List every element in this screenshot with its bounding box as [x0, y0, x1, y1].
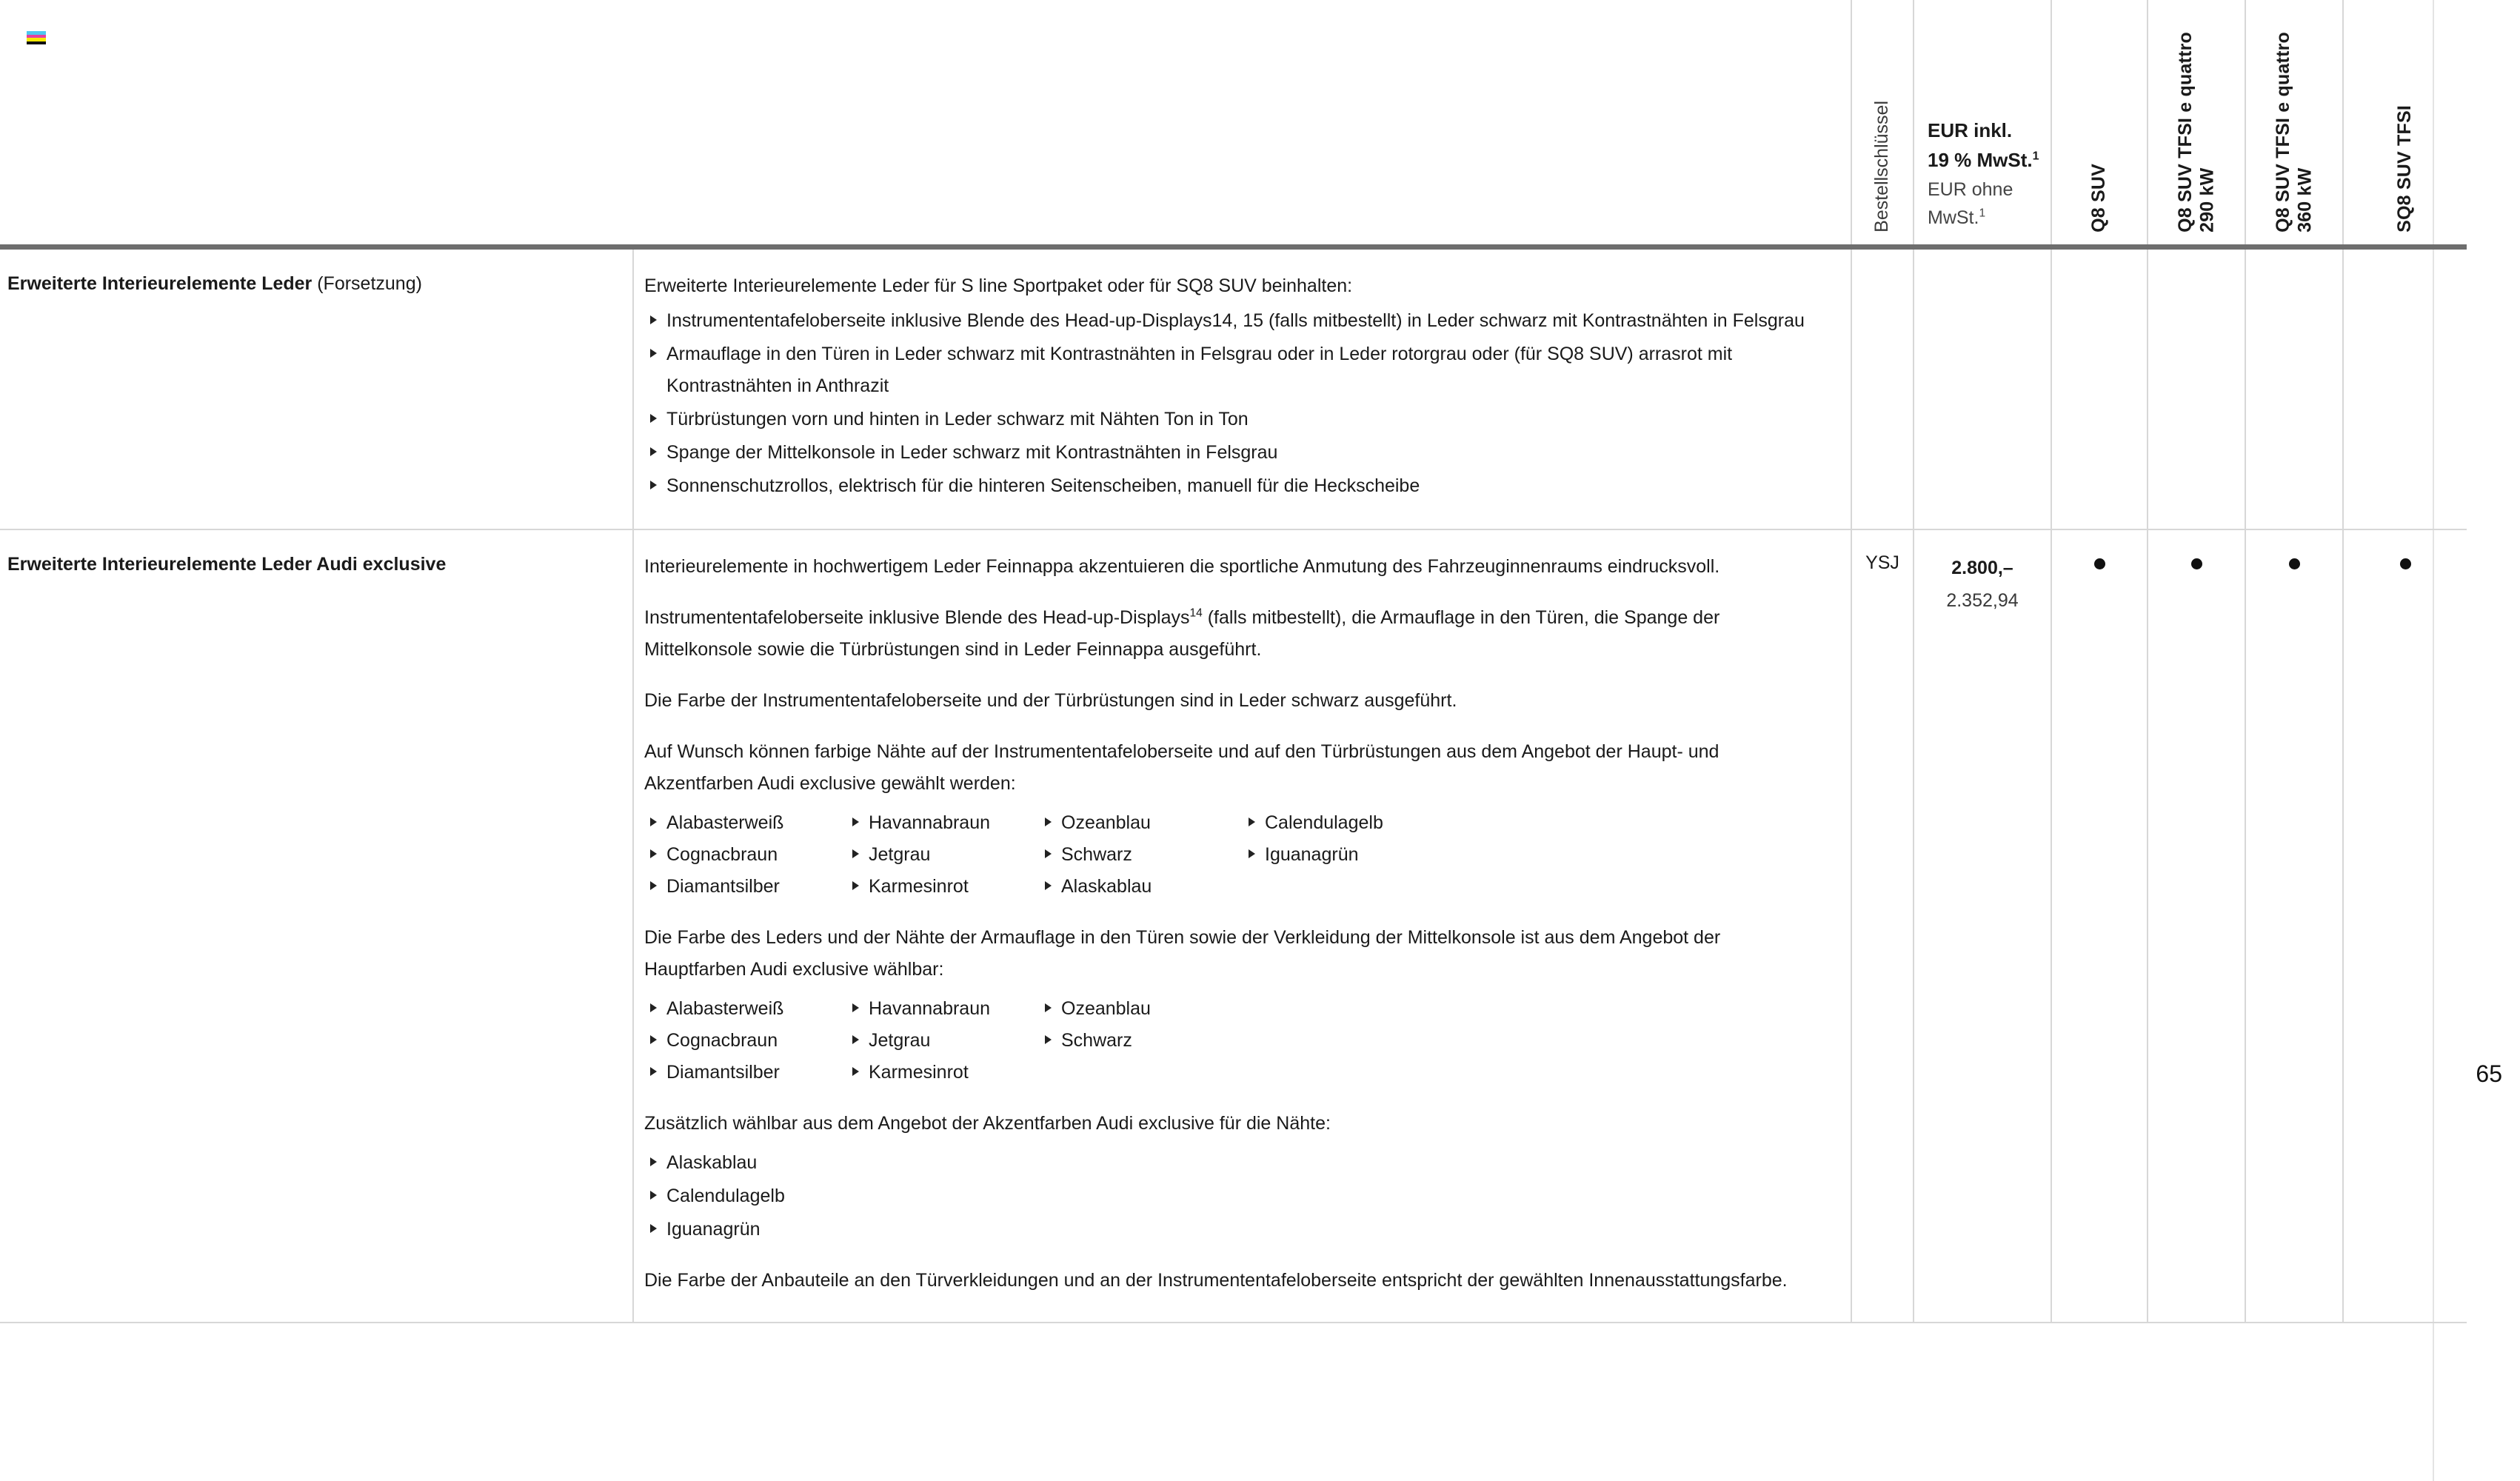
bullet-text: Spange der Mittelkonsole in Leder schwarz mit Kontrastnähten in Felsgrau — [666, 442, 1278, 463]
header-model-sq8-suv-tfsi — [2343, 0, 2467, 244]
color-option: Iguanagrün — [1243, 839, 1554, 871]
availability-sq8-suv-tfsi — [2343, 529, 2467, 1323]
price-net: 2.352,94 — [1946, 589, 2019, 611]
price-cell — [1914, 529, 2051, 1323]
color-option-empty — [1039, 1057, 1350, 1089]
color-option: Diamantsilber — [644, 1057, 846, 1089]
color-option: Ozeanblau — [1039, 807, 1243, 839]
description-bullet-list — [644, 305, 1817, 502]
bullet-text: Türbrüstungen vorn und hinten in Leder schwarz mit Nähten Ton in Ton — [666, 409, 1249, 429]
table-row — [0, 250, 2467, 529]
color-option: Alaskablau — [1039, 871, 1243, 903]
equipment-name-cell — [0, 250, 633, 529]
header-rule-bar — [0, 244, 2467, 250]
list-item — [644, 1214, 1817, 1246]
header-model-q8-suv-label: Q8 SUV — [2088, 164, 2110, 233]
description-paragraph: Die Farbe des Leders und der Nähte der Armauflage in den Türen sowie der Verkleidung der Mittelkonsole ist aus dem Angebot der Hauptfarben Audi exclusive wählbar: — [644, 927, 1721, 980]
list-item — [644, 1180, 1817, 1212]
header-price-labels — [1914, 116, 2051, 244]
availability-q8-suv-tfsie-290 — [2148, 250, 2245, 529]
list-item — [644, 338, 1817, 402]
description-paragraph: Auf Wunsch können farbige Nähte auf der Instrumententafeloberseite und auf den Türbrüstungen aus dem Angebot der Haupt- und Akzentfarben Audi exclusive gewählt werden: — [644, 741, 1719, 794]
footnote-ref-price-excl: 1 — [1979, 207, 1986, 220]
header-bottom-rule — [0, 244, 2467, 250]
availability-dot-icon — [2289, 558, 2300, 569]
header-model-q8-suv-tfsie-290 — [2148, 0, 2245, 244]
table-row — [0, 529, 2467, 1323]
header-model-sq8-suv-tfsi-label: SQ8 SUV TFSI — [2394, 105, 2416, 233]
list-item — [644, 470, 1817, 502]
accent-color-bullet-list — [644, 1147, 1817, 1246]
color-option: Havannabraun — [846, 993, 1039, 1025]
availability-dot-icon — [2094, 558, 2105, 569]
page-number: 65 — [2476, 1060, 2502, 1087]
availability-q8-suv — [2051, 529, 2148, 1323]
list-item — [644, 305, 1817, 337]
description-lead: Erweiterte Interieurelemente Leder für S line Sportpaket oder für SQ8 SUV beinhalten: — [644, 275, 1353, 296]
paragraph-text-post: (falls mitbestellt), die Armauflage in den Türen, die Spange der Mittelkonsole sowie die Türbrüstungen sind in Leder Feinnappa ausgeführt. — [644, 607, 1720, 660]
description-paragraph: Zusätzlich wählbar aus dem Angebot der Akzentfarben Audi exclusive für die Nähte: — [644, 1113, 1331, 1134]
header-model-q8-suv — [2051, 0, 2148, 244]
header-order-key-label: Bestellschlüssel — [1871, 101, 1893, 233]
color-option: Havannabraun — [846, 807, 1039, 839]
footnote-ref-14: 14 — [1189, 606, 1203, 620]
color-option: Calendulagelb — [666, 1186, 785, 1206]
header-price-incl-line1: EUR inkl. — [1928, 118, 2013, 141]
availability-sq8-suv-tfsi — [2343, 250, 2467, 529]
header-price — [1914, 0, 2051, 244]
list-item — [644, 1147, 1817, 1179]
description-paragraph: Die Farbe der Anbauteile an den Türverkleidungen und an der Instrumententafeloberseite entspricht der gewählten Innenausstattungsfarbe. — [644, 1270, 1788, 1291]
color-option: Jetgrau — [846, 839, 1039, 871]
color-option: Cognacbraun — [644, 1025, 846, 1057]
header-price-excl-line2: MwSt.$^1$ — [1928, 207, 1986, 229]
header-order-key — [1851, 0, 1914, 244]
header-price-incl-line2: 19 % MwSt.$^1$ — [1928, 149, 2039, 172]
equipment-name-bold: Erweiterte Interieurelemente Leder Audi exclusive — [7, 554, 447, 575]
header-model-q8-suv-tfsie-360-label: Q8 SUV TFSI e quattro 360 kW — [2272, 32, 2315, 233]
color-option: Alabasterweiß — [644, 807, 846, 839]
header-model-q8-suv-tfsie-360 — [2245, 0, 2343, 244]
footnote-ref-price-incl: 1 — [2032, 149, 2039, 163]
color-option-grid-accent-and-main — [644, 807, 1817, 903]
color-option-grid-main — [644, 993, 1817, 1089]
color-option: Schwarz — [1039, 1025, 1350, 1057]
equipment-description-cell — [633, 529, 1851, 1323]
color-option: Iguanagrün — [666, 1219, 761, 1240]
availability-dot-icon — [2191, 558, 2202, 569]
bullet-text: Sonnenschutzrollos, elektrisch für die hinteren Seitenscheiben, manuell für die Heckscheibe — [666, 475, 1420, 496]
header-equipment-name — [0, 0, 633, 244]
color-option: Karmesinrot — [846, 871, 1039, 903]
equipment-description-cell — [633, 250, 1851, 529]
header-model-q8-suv-tfsie-290-label: Q8 SUV TFSI e quattro 290 kW — [2174, 32, 2217, 233]
order-key-cell: YSJ — [1851, 529, 1914, 1323]
availability-q8-suv-tfsie-360 — [2245, 529, 2343, 1323]
color-option: Cognacbraun — [644, 839, 846, 871]
header-price-excl-line1: EUR ohne — [1928, 178, 2013, 200]
price-cell — [1914, 250, 2051, 529]
table-body — [0, 250, 2467, 1323]
availability-q8-suv-tfsie-290 — [2148, 529, 2245, 1323]
color-option: Alabasterweiß — [644, 993, 846, 1025]
color-option: Karmesinrot — [846, 1057, 1039, 1089]
availability-q8-suv-tfsie-360 — [2245, 250, 2343, 529]
availability-q8-suv — [2051, 250, 2148, 529]
color-option: Schwarz — [1039, 839, 1243, 871]
color-option: Calendulagelb — [1243, 807, 1554, 839]
paragraph-text-pre: Instrumententafeloberseite inklusive Blende des Head-up-Displays — [644, 607, 1190, 628]
equipment-name-cell — [0, 529, 633, 1323]
table-header — [0, 0, 2467, 250]
color-option: Alaskablau — [666, 1152, 758, 1173]
equipment-name-bold: Erweiterte Interieurelemente Leder — [7, 273, 313, 294]
price-gross: 2.800,– — [1951, 558, 2013, 578]
bullet-text: Armauflage in den Türen in Leder schwarz mit Kontrastnähten in Felsgrau oder in Leder rotorgrau oder (für SQ8 SUV) arrasrot mit Kontrastnähten in Anthrazit — [666, 344, 1733, 396]
header-description — [633, 0, 1851, 244]
availability-dot-icon — [2400, 558, 2411, 569]
list-item — [644, 404, 1817, 435]
description-paragraph — [644, 602, 1817, 666]
order-key-cell — [1851, 250, 1914, 529]
color-option-empty — [1243, 871, 1554, 903]
equipment-name-suffix: (Forsetzung) — [312, 273, 422, 294]
bullet-text: Instrumententafeloberseite inklusive Blende des Head-up-Displays14, 15 (falls mitbestellt) in Leder schwarz mit Kontrastnähten in Felsgrau — [666, 310, 1805, 331]
list-item — [644, 437, 1817, 469]
description-paragraph: Interieurelemente in hochwertigem Leder Feinnappa akzentuieren die sportliche Anmutung des Fahrzeuginnenraums eindrucksvoll. — [644, 556, 1720, 577]
color-option: Jetgrau — [846, 1025, 1039, 1057]
description-paragraph: Die Farbe der Instrumententafeloberseite und der Türbrüstungen sind in Leder schwarz ausgeführt. — [644, 690, 1457, 711]
color-option: Diamantsilber — [644, 871, 846, 903]
color-option: Ozeanblau — [1039, 993, 1350, 1025]
